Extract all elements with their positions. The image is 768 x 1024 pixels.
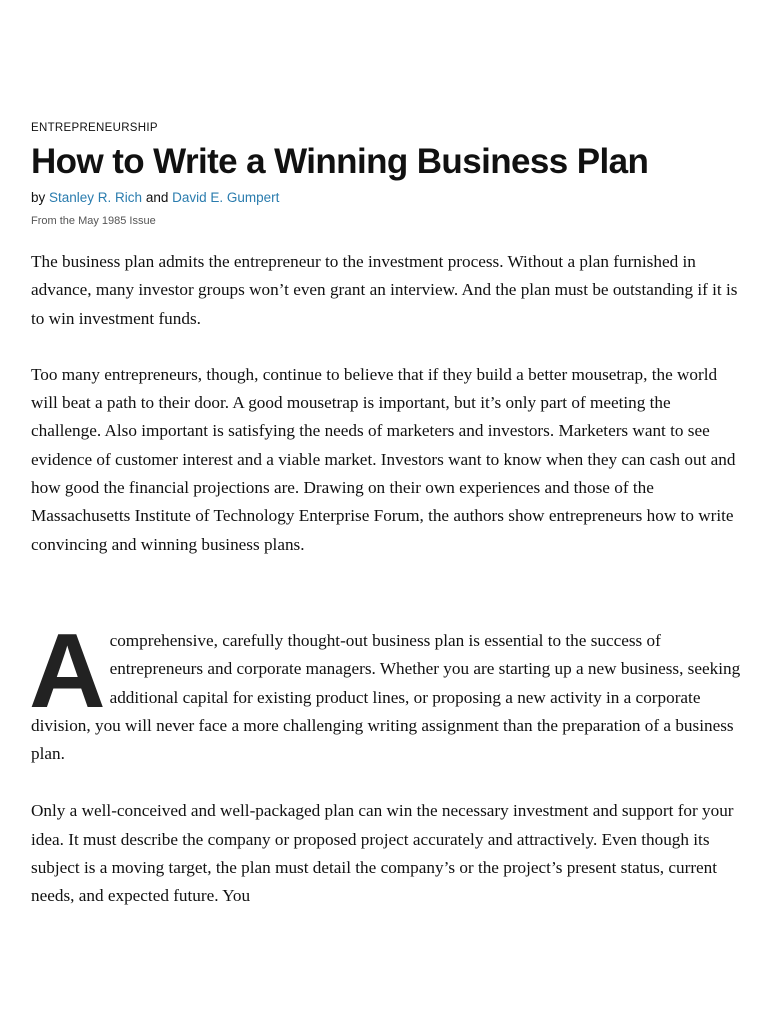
drop-cap: A: [29, 611, 102, 730]
topic-label[interactable]: ENTREPRENEURSHIP: [31, 122, 158, 134]
byline: [31, 188, 741, 208]
issue-date: From the May 1985 Issue: [31, 215, 156, 227]
article-title: How to Write a Winning Business Plan: [31, 142, 649, 181]
author-link-david-gumpert[interactable]: David E. Gumpert: [172, 190, 280, 205]
byline-prefix: by: [31, 190, 46, 205]
summary-paragraph-2: Too many entrepreneurs, though, continue to believe that if they build a better mousetrap, the world will beat a path to their door. A good mousetrap is important, but it’s only part of meeting the challenge. Also important is satisfying the needs of marketers and investors. Marketers want to see evidence of customer interest and a viable market. Investors want to know when they can cash out and how good the financial projections are. Drawing on their own experiences and those of the Massachusetts Institute of Technology Enterprise Forum, the authors show entrepreneurs how to write convincing and winning business plans.: [31, 364, 736, 554]
author-link-stanley-rich[interactable]: Stanley R. Rich: [49, 190, 143, 205]
body-paragraph-2: Only a well-conceived and well-packaged plan can win the necessary investment and support for your idea. It must describe the company or proposed project accurately and attractively. Even though its subject is a moving target, the plan must detail the company’s or the project’s present status, current needs, and expected future. You: [31, 801, 734, 906]
body-paragraph-1: [29, 611, 741, 768]
article: [31, 120, 741, 911]
byline-conjunction: and: [145, 190, 169, 205]
body-paragraph-1-text: comprehensive, carefully thought-out business plan is essential to the success of entrepreneurs and corporate managers. Whether you are starting up a new business, seeking additional capital for existing product lines, or proposing a new activity in a corporate division, you will never face a more challenging writing assignment than the preparation of a business plan.: [31, 630, 741, 764]
summary-paragraph-1: The business plan admits the entrepreneur to the investment process. Without a plan furnished in advance, many investor groups won’t even grant an interview. And the plan must be outstanding if it is to win investment funds.: [31, 252, 738, 328]
